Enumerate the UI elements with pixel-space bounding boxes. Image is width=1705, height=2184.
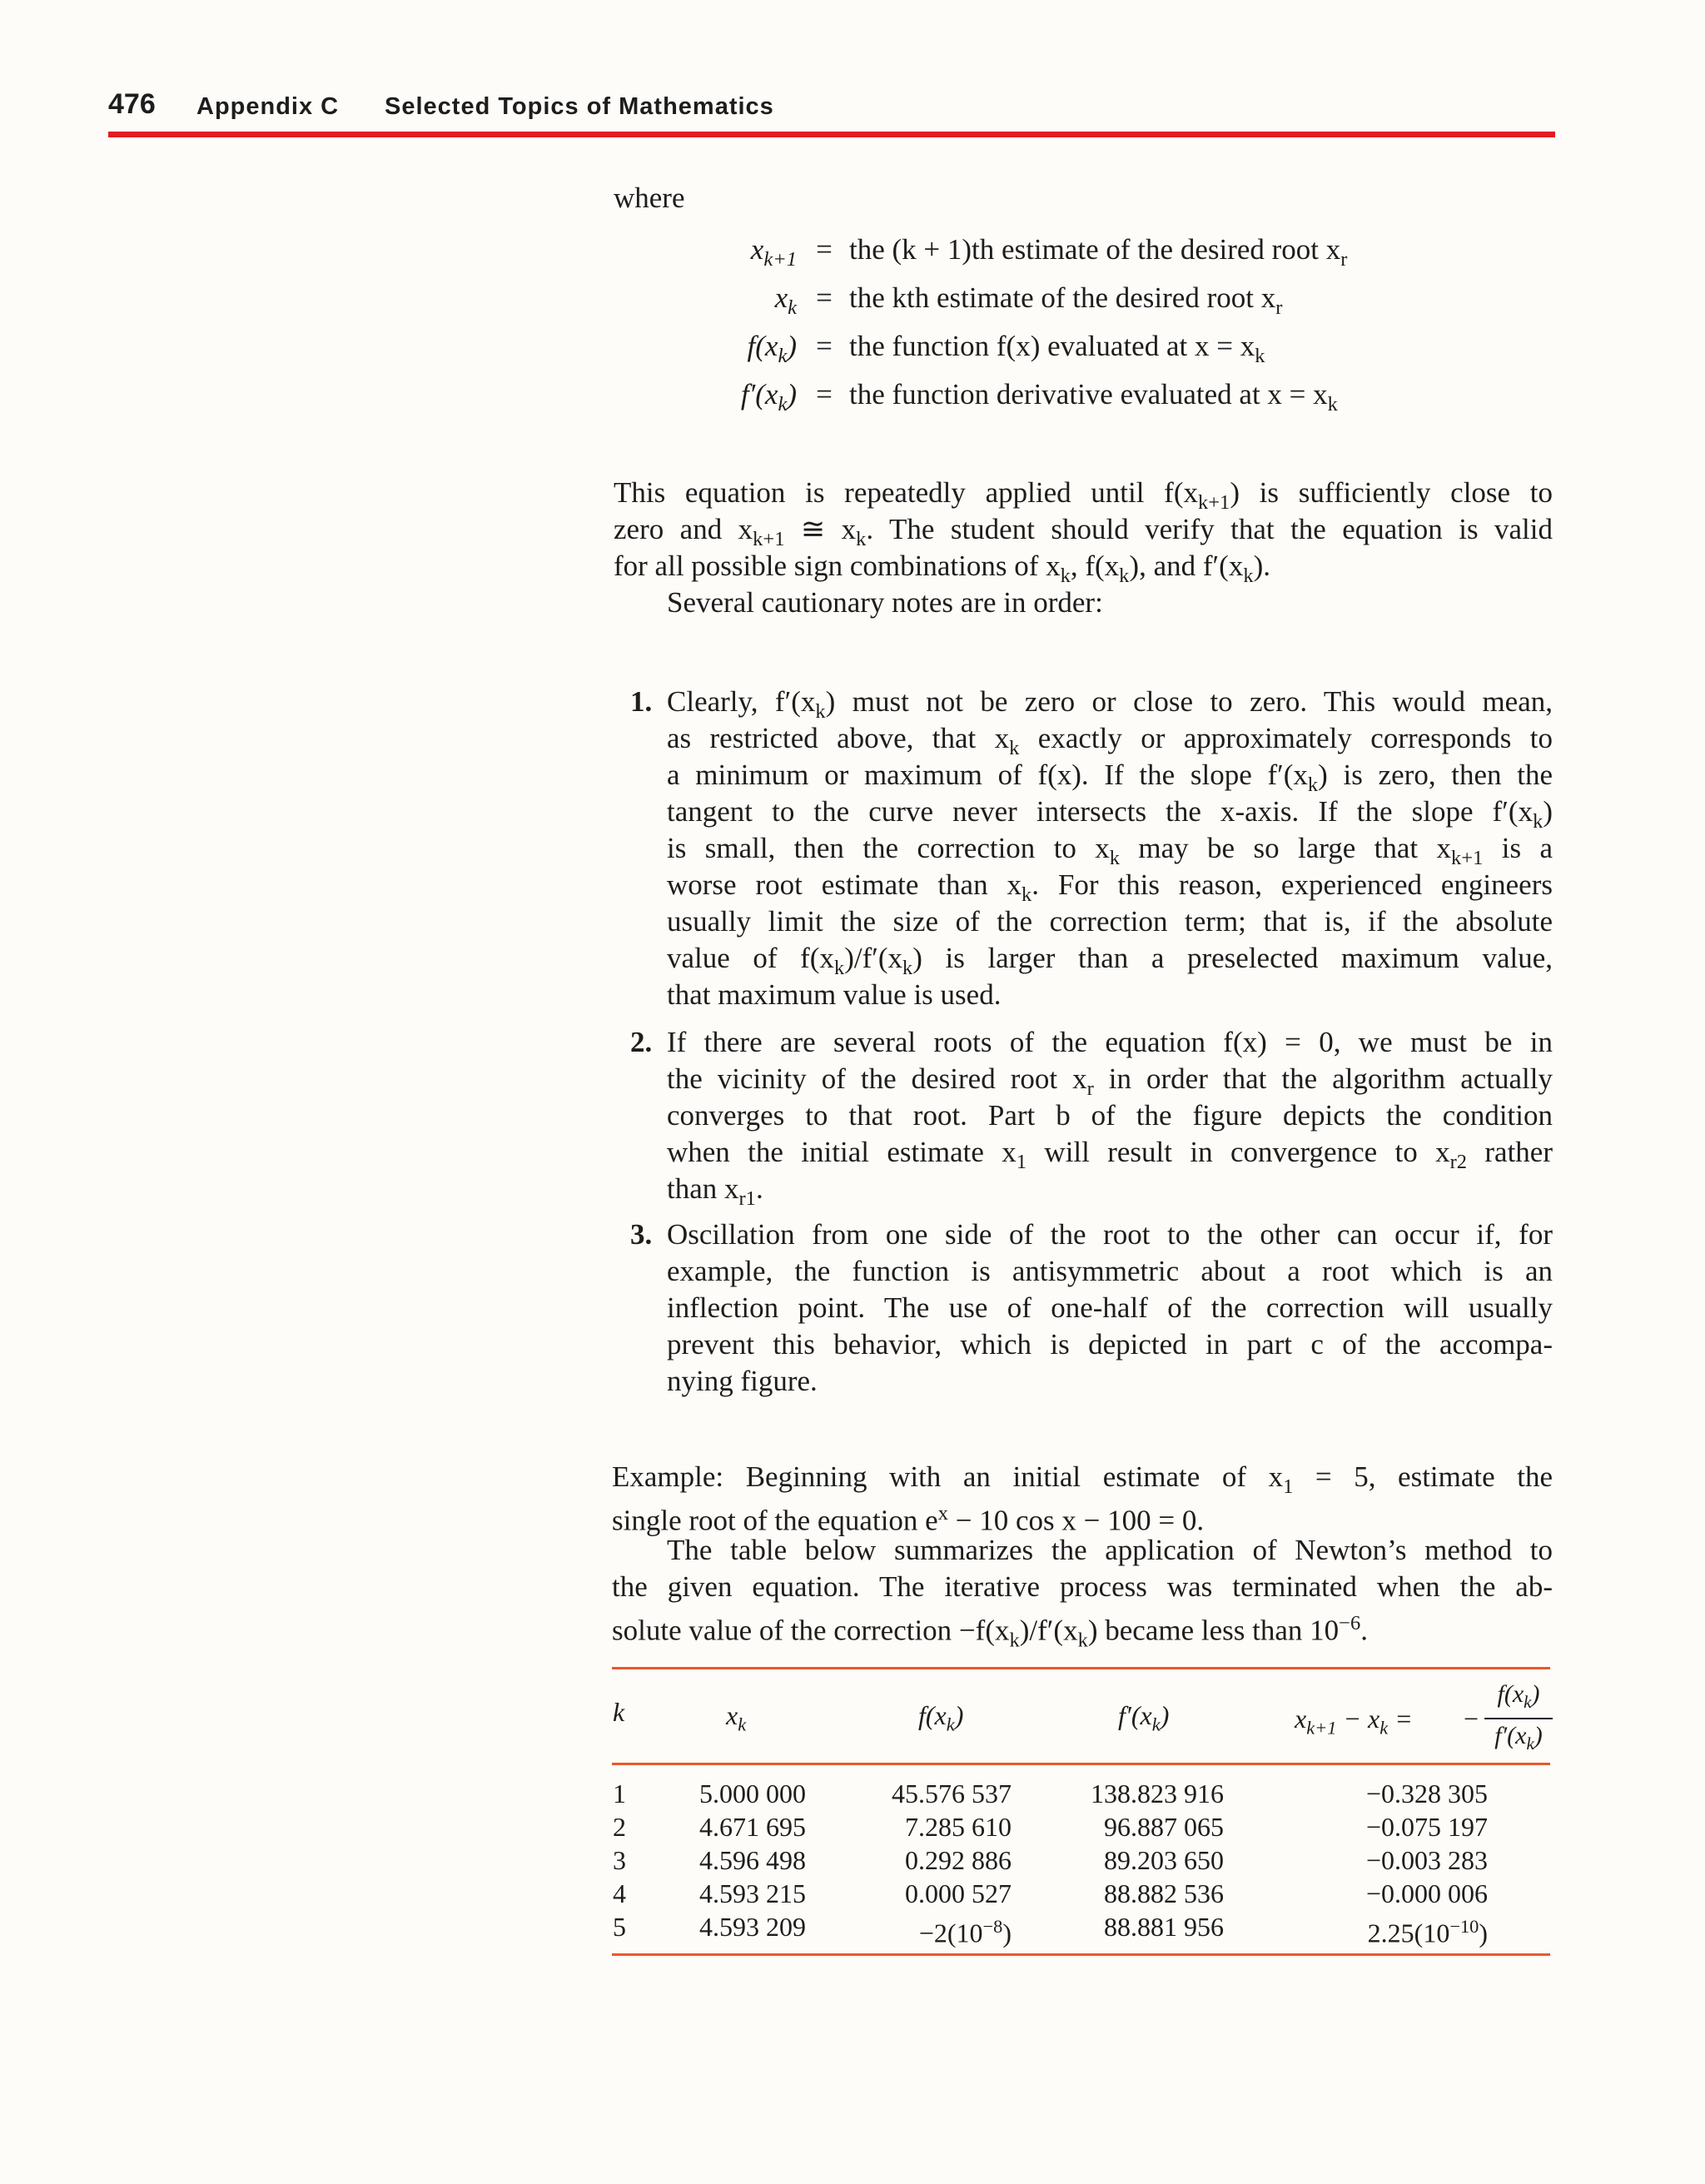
note-line: when the initial estimate $x_1$ will result in convergence to $x_{r2}$ rather bbox=[667, 1136, 1553, 1173]
cell-correction: −0.075 197 bbox=[1365, 1812, 1488, 1842]
note-line: worse root estimate than $x_k$. For this reason, experienced engineers bbox=[667, 868, 1553, 906]
cell-k: 1 bbox=[613, 1779, 626, 1808]
note-line: example, the function is antisymmetric about a root which is an bbox=[667, 1255, 1553, 1287]
cell-fprime: 96.887 065 bbox=[1104, 1812, 1224, 1842]
note-line: value of $f(x_k)/f'(x_k)$ is larger than a preselected maximum value, bbox=[667, 942, 1553, 979]
note-line: prevent this behavior, which is depicted in part c of the accompa- bbox=[667, 1328, 1553, 1361]
cell-k: 2 bbox=[613, 1812, 626, 1842]
cell-fxk: 0.000 527 bbox=[905, 1878, 1012, 1908]
note-line: is small, then the correction to $x_k$ may be so large that $x_{k+1}$ is a bbox=[667, 832, 1553, 869]
definition-lhs: $x_{k+1}$ bbox=[750, 233, 797, 271]
cell-fxk: $-2(10^{-8})$ bbox=[918, 1916, 1012, 1948]
cell-k: 5 bbox=[613, 1912, 626, 1942]
frac-numerator: $f(x_k)$ bbox=[1497, 1680, 1540, 1712]
intro-line: for all possible sign combinations of $x_k$, $f(x_k)$, and $f'(x_k)$. bbox=[614, 550, 1270, 587]
intro-line: zero and $x_{k+1}$ ≅ $x_k$. The student should verify that the equation is valid bbox=[614, 513, 1553, 550]
cell-xk: 4.593 215 bbox=[699, 1878, 806, 1908]
cautionary-line: Several cautionary notes are in order: bbox=[667, 586, 1103, 619]
note-number: 2. bbox=[630, 1026, 653, 1058]
definition-rhs: the (k + 1)th estimate of the desired root $x_r$ bbox=[849, 233, 1348, 271]
cell-fprime: 88.881 956 bbox=[1104, 1912, 1224, 1942]
frac-bar bbox=[1484, 1718, 1553, 1719]
cell-fprime: 138.823 916 bbox=[1091, 1779, 1224, 1808]
cell-correction: $2.25(10^{-10})$ bbox=[1367, 1916, 1488, 1948]
col-header-k: k bbox=[613, 1697, 625, 1727]
table-header-rule bbox=[612, 1763, 1550, 1765]
table-bottom-rule bbox=[612, 1953, 1550, 1956]
note-line: inflection point. The use of one-half of the correction will usually bbox=[667, 1291, 1553, 1324]
cell-xk: 4.671 695 bbox=[699, 1812, 806, 1842]
cell-fxk: 45.576 537 bbox=[892, 1779, 1012, 1808]
cell-fprime: 88.882 536 bbox=[1104, 1878, 1224, 1908]
example-line: single root of the equation $e^x - 10$ cos x − 100 = 0. bbox=[612, 1502, 1205, 1537]
page-header bbox=[108, 83, 1555, 132]
note-line: Clearly, $f'(x_k)$ must not be zero or close to zero. This would mean, bbox=[667, 685, 1553, 723]
definition-lhs: $f'(x_k)$ bbox=[740, 378, 797, 415]
cell-fxk: 7.285 610 bbox=[905, 1812, 1012, 1842]
cell-correction: −0.000 006 bbox=[1365, 1878, 1488, 1908]
cell-correction: −0.328 305 bbox=[1365, 1779, 1488, 1808]
note-line: If there are several roots of the equation f(x) = 0, we must be in bbox=[667, 1026, 1553, 1058]
note-line: a minimum or maximum of f(x). If the slope $f'(x_k)$ is zero, then the bbox=[667, 759, 1553, 796]
definition-equals: = bbox=[816, 330, 833, 362]
note-number: 1. bbox=[630, 685, 653, 718]
cell-fprime: 89.203 650 bbox=[1104, 1845, 1224, 1875]
note-line: converges to that root. Part b of the figure depicts the condition bbox=[667, 1099, 1553, 1132]
cell-k: 4 bbox=[613, 1878, 626, 1908]
col-header-correction: $x_{k+1} - x_k$ = bbox=[1295, 1704, 1413, 1739]
definition-rhs: the function derivative evaluated at $x = x_k$ bbox=[849, 378, 1338, 415]
example-line: Example: Beginning with an initial estimate of $x_1 = 5$, estimate the bbox=[612, 1460, 1553, 1498]
col-header-fxk: $f(x_k)$ bbox=[918, 1700, 964, 1735]
definition-equals: = bbox=[816, 378, 833, 410]
table-top-rule bbox=[612, 1667, 1550, 1669]
minus-sign: − bbox=[1464, 1704, 1479, 1734]
cell-k: 3 bbox=[613, 1845, 626, 1875]
intro-line: This equation is repeatedly applied until $f(x_{k+1})$ is sufficiently close to bbox=[614, 476, 1553, 514]
definition-rhs: the function f(x) evaluated at $x = x_k$ bbox=[849, 330, 1265, 367]
col-header-xk: $x_k$ bbox=[726, 1700, 747, 1735]
note-line: that maximum value is used. bbox=[667, 978, 1002, 1011]
cell-xk: 5.000 000 bbox=[699, 1779, 806, 1808]
col-header-fprime: $f'(x_k)$ bbox=[1118, 1700, 1170, 1735]
definition-rhs: the kth estimate of the desired root $x_r$ bbox=[849, 281, 1283, 319]
note-line: as restricted above, that $x_k$ exactly or approximately corresponds to bbox=[667, 722, 1553, 759]
example-line: solute value of the correction $-f(x_k)/f'(x_k)$ became less than $10^{-6}$. bbox=[612, 1612, 1368, 1652]
cell-fxk: 0.292 886 bbox=[905, 1845, 1012, 1875]
cell-xk: 4.593 209 bbox=[699, 1912, 806, 1942]
note-line: usually limit the size of the correction term; that is, if the absolute bbox=[667, 905, 1553, 938]
where-label: where bbox=[614, 182, 685, 214]
note-number: 3. bbox=[630, 1218, 653, 1251]
note-line: nying figure. bbox=[667, 1365, 818, 1397]
definition-lhs: $x_k$ bbox=[774, 281, 797, 319]
cell-xk: 4.596 498 bbox=[699, 1845, 806, 1875]
page-number: 476 bbox=[108, 88, 156, 120]
example-line: the given equation. The iterative process was terminated when the ab- bbox=[612, 1570, 1553, 1603]
note-line: than $x_{r1}$. bbox=[667, 1172, 763, 1210]
example-line: The table below summarizes the application of Newton’s method to bbox=[667, 1534, 1553, 1566]
note-line: the vicinity of the desired root $x_r$ in order that the algorithm actually bbox=[667, 1062, 1553, 1100]
frac-denominator: $f'(x_k)$ bbox=[1494, 1722, 1543, 1754]
definition-equals: = bbox=[816, 233, 833, 266]
chapter-title: Selected Topics of Mathematics bbox=[385, 93, 774, 120]
note-line: tangent to the curve never intersects the x-axis. If the slope $f'(x_k)$ bbox=[667, 795, 1553, 833]
note-line: Oscillation from one side of the root to the other can occur if, for bbox=[667, 1218, 1553, 1251]
appendix-label: Appendix C bbox=[196, 93, 340, 120]
cell-correction: −0.003 283 bbox=[1365, 1845, 1488, 1875]
definition-lhs: $f(x_k)$ bbox=[747, 330, 797, 367]
definition-equals: = bbox=[816, 281, 833, 314]
header-rule bbox=[108, 132, 1555, 137]
